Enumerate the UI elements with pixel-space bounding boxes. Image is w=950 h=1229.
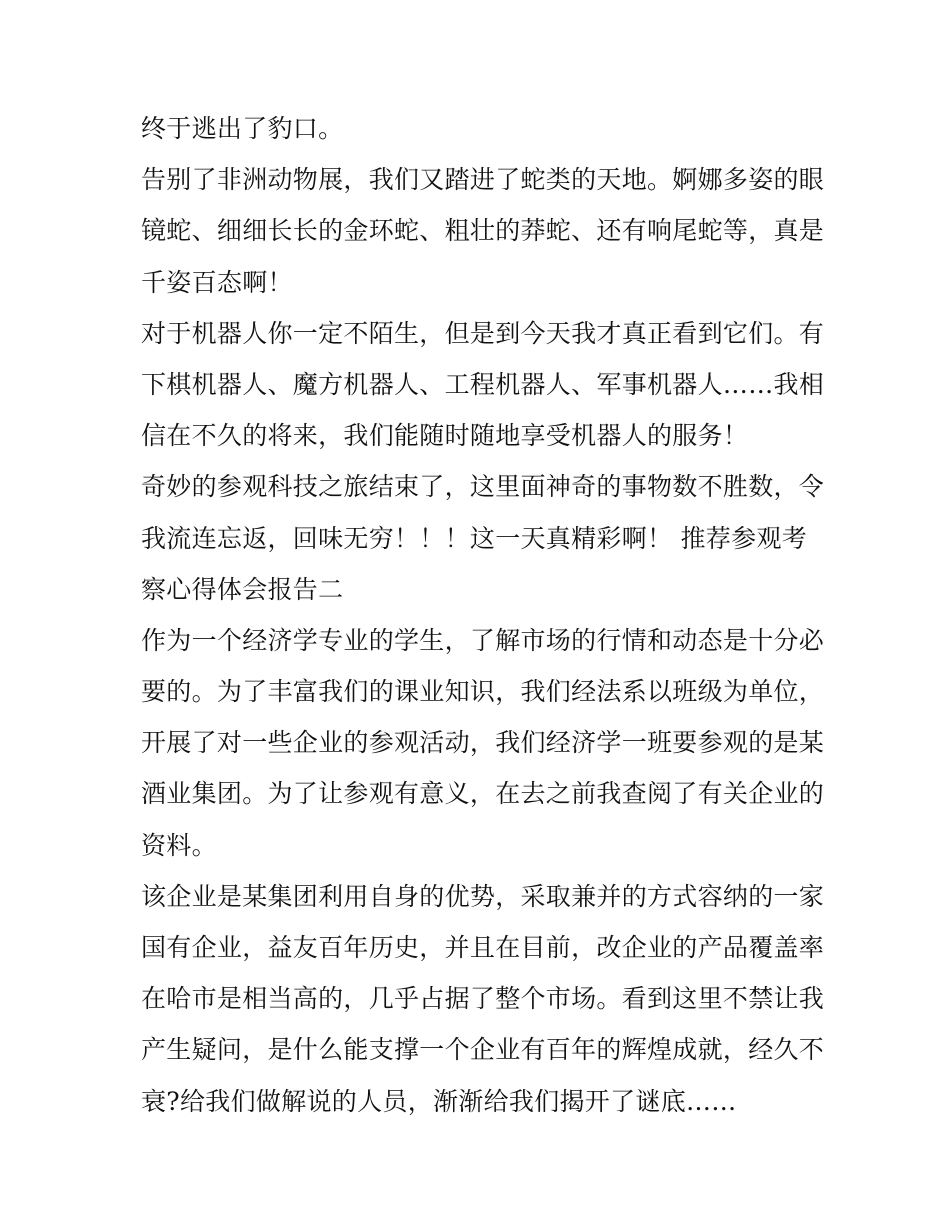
- text-line: 告别了非洲动物展，我们又踏进了蛇类的天地。婀娜多姿的眼: [141, 165, 825, 195]
- text-line: 奇妙的参观科技之旅结束了，这里面神奇的事物数不胜数，令: [141, 472, 825, 502]
- text-line: 产生疑问，是什么能支撑一个企业有百年的辉煌成就，经久不: [141, 1035, 825, 1065]
- text-line: 下棋机器人、魔方机器人、工程机器人、军事机器人……我相: [141, 369, 825, 399]
- text-line: 镜蛇、细细长长的金环蛇、粗壮的莽蛇、还有响尾蛇等，真是: [141, 216, 825, 246]
- section-heading-line: 察心得体会报告二: [141, 574, 344, 604]
- text-line: 酒业集团。为了让参观有意义，在去之前我查阅了有关企业的: [141, 779, 825, 809]
- text-line: 该企业是某集团利用自身的优势，采取兼并的方式容纳的一家: [141, 881, 825, 911]
- text-line: 资料。: [141, 830, 217, 860]
- text-line: 终于逃出了豹口。: [141, 114, 344, 143]
- text-line: 我流连忘返，回味无穷！！！这一天真精彩啊！ 推荐参观考: [141, 523, 808, 553]
- text-line: 作为一个经济学专业的学生，了解市场的行情和动态是十分必: [141, 625, 825, 655]
- text-line: 在哈市是相当高的，几乎占据了整个市场。看到这里不禁让我: [141, 984, 825, 1014]
- text-line: 千姿百态啊！: [141, 267, 293, 297]
- text-line: 国有企业，益友百年历史，并且在目前，改企业的产品覆盖率: [141, 933, 825, 962]
- text-line: 衰?给我们做解说的人员，渐渐给我们揭开了谜底……: [141, 1086, 737, 1116]
- text-line: 对于机器人你一定不陌生，但是到今天我才真正看到它们。有: [141, 318, 825, 348]
- text-line: 信在不久的将来，我们能随时随地享受机器人的服务！: [141, 421, 749, 451]
- document-body: [141, 103, 825, 1127]
- text-line: 要的。为了丰富我们的课业知识，我们经法系以班级为单位，: [141, 677, 825, 707]
- text-line: 开展了对一些企业的参观活动，我们经济学一班要参观的是某: [141, 728, 825, 758]
